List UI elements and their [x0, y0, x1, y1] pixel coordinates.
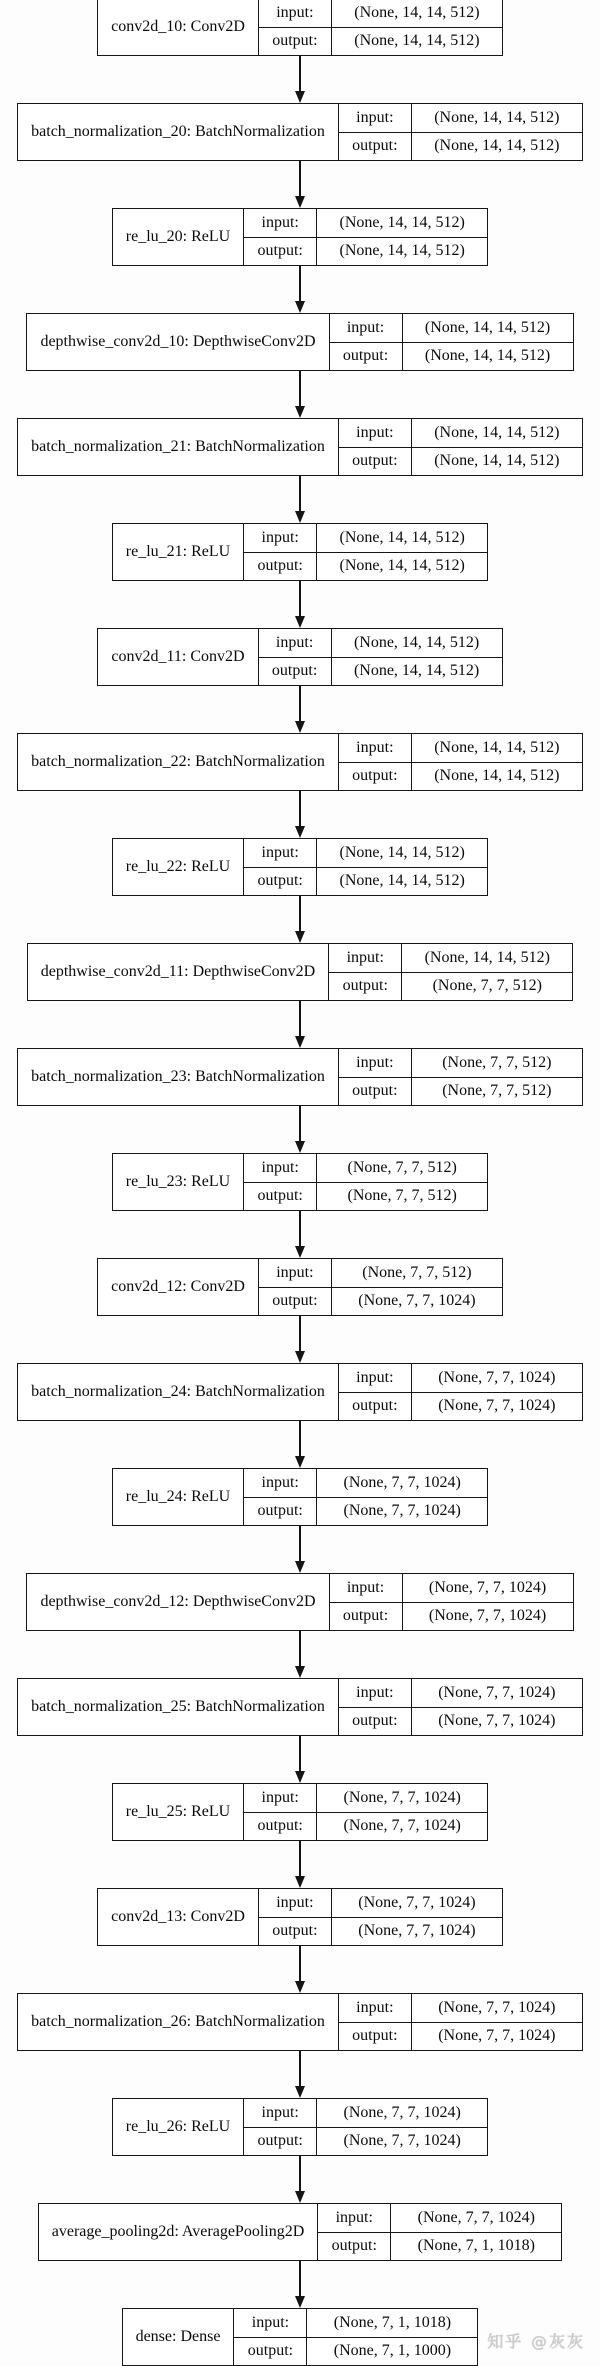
layer-name-label: re_lu_26: ReLU	[125, 2118, 231, 2135]
io-input-shape: (None, 7, 7, 1024)	[316, 2099, 487, 2127]
io-input-row	[259, 0, 502, 27]
io-output-shape: (None, 14, 14, 512)	[411, 763, 582, 791]
arrow-connector	[295, 1316, 305, 1363]
io-output-row	[244, 552, 487, 581]
io-input-key: input:	[346, 1578, 385, 1596]
io-input-row	[244, 839, 487, 867]
io-table	[258, 1259, 502, 1315]
io-table	[338, 734, 582, 790]
layer-node	[97, 1888, 503, 1946]
io-input-key: input:	[261, 213, 299, 231]
io-input-key: input:	[261, 2103, 299, 2121]
layer-name-label: depthwise_conv2d_10: DepthwiseConv2D	[40, 333, 316, 350]
layer-node	[17, 1363, 583, 1421]
arrow-stem	[299, 1526, 301, 1561]
io-table	[233, 2309, 477, 2365]
io-input-key: input:	[276, 1263, 314, 1281]
io-table	[243, 2099, 487, 2155]
io-input-key: input:	[356, 423, 394, 441]
io-output-key: output:	[272, 1292, 318, 1310]
layer-node	[17, 733, 583, 791]
io-input-key: input:	[261, 843, 299, 861]
arrow-connector	[295, 1001, 305, 1048]
io-output-row	[339, 1392, 582, 1421]
io-output-key: output:	[352, 2027, 398, 2045]
io-input-key: input:	[356, 738, 394, 756]
layer-name-label: re_lu_20: ReLU	[125, 228, 231, 245]
io-input-row	[244, 1469, 487, 1497]
io-output-key: output:	[352, 452, 398, 470]
io-output-shape: (None, 7, 7, 1024)	[411, 1393, 582, 1421]
io-input-key: input:	[276, 1893, 314, 1911]
arrow-stem	[299, 1316, 301, 1351]
arrow-connector	[295, 1526, 305, 1573]
arrow-connector	[295, 1421, 305, 1468]
arrow-head-icon	[295, 406, 305, 418]
io-input-key: input:	[275, 633, 314, 651]
io-table	[243, 839, 487, 895]
layer-name-label: batch_normalization_21: BatchNormalization	[31, 438, 325, 455]
io-table	[317, 2204, 561, 2260]
layer-name-label: average_pooling2d: AveragePooling2D	[51, 2223, 305, 2240]
io-input-key: input:	[276, 3, 314, 21]
io-output-row	[329, 972, 572, 1001]
arrow-connector	[295, 161, 305, 208]
io-output-row	[244, 1812, 487, 1841]
layer-node	[17, 103, 583, 161]
layer-name-label: conv2d_11: Conv2D	[111, 648, 245, 665]
io-input-key: input:	[356, 1683, 394, 1701]
io-output-key: output:	[352, 1712, 398, 1730]
arrow-connector	[295, 1841, 305, 1888]
io-table	[243, 524, 487, 580]
io-output-key: output:	[257, 2132, 303, 2150]
layer-node	[17, 1048, 583, 1106]
arrow-stem	[299, 1421, 301, 1456]
io-output-key: output:	[342, 1607, 389, 1625]
io-input-row	[259, 1889, 502, 1917]
layer-name-label: batch_normalization_23: BatchNormalization	[31, 1068, 325, 1085]
arrow-stem	[299, 1211, 301, 1246]
io-table	[338, 1364, 582, 1420]
io-output-shape: (None, 14, 14, 512)	[316, 238, 487, 266]
layer-name-label: depthwise_conv2d_11: DepthwiseConv2D	[40, 963, 316, 980]
io-output-shape: (None, 7, 7, 1024)	[411, 1708, 582, 1736]
io-output-key: output:	[257, 242, 303, 260]
io-output-key: output:	[272, 1922, 318, 1940]
io-input-shape: (None, 7, 7, 1024)	[411, 1364, 582, 1392]
layer-node	[38, 2203, 563, 2261]
io-output-shape: (None, 7, 7, 1024)	[316, 2128, 487, 2156]
arrow-stem	[299, 581, 301, 616]
arrow-connector	[295, 1106, 305, 1153]
io-input-shape: (None, 7, 1, 1018)	[306, 2309, 477, 2337]
io-input-shape: (None, 7, 7, 512)	[411, 1049, 582, 1077]
arrow-connector	[295, 686, 305, 733]
io-table	[243, 1469, 487, 1525]
io-input-shape: (None, 14, 14, 512)	[401, 944, 572, 972]
arrow-head-icon	[295, 1246, 305, 1258]
io-input-key: input:	[346, 318, 385, 336]
layer-node	[97, 628, 502, 686]
io-output-shape: (None, 14, 14, 512)	[331, 658, 502, 686]
io-output-row	[244, 1182, 487, 1211]
io-input-shape: (None, 7, 7, 1024)	[411, 1679, 582, 1707]
arrow-stem	[299, 791, 301, 826]
io-output-shape: (None, 14, 14, 512)	[411, 133, 582, 161]
io-input-row	[339, 104, 582, 132]
layer-name-label: batch_normalization_25: BatchNormalization	[31, 1698, 325, 1715]
io-input-key: input:	[261, 528, 299, 546]
io-output-key: output:	[352, 1397, 398, 1415]
io-output-row	[259, 27, 502, 56]
arrow-stem	[299, 1106, 301, 1141]
arrow-head-icon	[295, 511, 305, 523]
io-input-shape: (None, 7, 7, 512)	[331, 1259, 502, 1287]
io-output-row	[259, 1287, 502, 1316]
layer-node	[112, 838, 488, 896]
arrow-head-icon	[295, 616, 305, 628]
io-input-row	[244, 209, 487, 237]
arrow-stem	[299, 266, 301, 301]
arrow-connector	[295, 1631, 305, 1678]
arrow-stem	[299, 161, 301, 196]
io-output-key: output:	[257, 1187, 303, 1205]
io-table	[258, 0, 502, 55]
arrow-head-icon	[295, 1876, 305, 1888]
arrow-stem	[299, 1946, 301, 1981]
layer-node	[112, 523, 488, 581]
arrow-head-icon	[295, 301, 305, 313]
io-table	[243, 1784, 487, 1840]
layer-node	[26, 1573, 573, 1631]
arrow-head-icon	[295, 91, 305, 103]
layer-name-label: re_lu_25: ReLU	[125, 1803, 231, 1820]
io-output-shape: (None, 7, 1, 1018)	[390, 2233, 561, 2261]
io-table	[338, 1049, 582, 1105]
layer-name-label: batch_normalization_20: BatchNormalization	[31, 123, 325, 140]
io-output-key: output:	[257, 1502, 303, 1520]
io-input-shape: (None, 7, 7, 1024)	[316, 1469, 487, 1497]
layer-node	[17, 1678, 583, 1736]
io-table	[338, 419, 582, 475]
io-input-shape: (None, 14, 14, 512)	[331, 629, 502, 657]
io-output-row	[244, 237, 487, 266]
layer-node	[112, 2098, 488, 2156]
io-input-row	[329, 944, 572, 972]
arrow-stem	[299, 1736, 301, 1771]
arrow-connector	[295, 896, 305, 943]
layer-name-label: depthwise_conv2d_12: DepthwiseConv2D	[40, 1593, 316, 1610]
arrow-stem	[299, 1841, 301, 1876]
arrow-head-icon	[295, 196, 305, 208]
io-input-shape: (None, 14, 14, 512)	[316, 524, 487, 552]
io-output-key: output:	[352, 1082, 398, 1100]
io-input-shape: (None, 7, 7, 1024)	[316, 1784, 487, 1812]
io-input-row	[244, 2099, 487, 2127]
io-input-row	[330, 314, 573, 342]
io-input-shape: (None, 14, 14, 512)	[411, 419, 582, 447]
arrow-connector	[295, 1211, 305, 1258]
layer-node	[112, 1153, 488, 1211]
arrow-stem	[299, 686, 301, 721]
io-output-key: output:	[352, 137, 398, 155]
io-output-key: output:	[342, 347, 389, 365]
io-input-row	[244, 1154, 487, 1182]
arrow-head-icon	[295, 826, 305, 838]
zhihu-watermark: 知乎 @灰灰	[487, 2332, 585, 2351]
layer-node	[112, 208, 488, 266]
arrow-stem	[299, 896, 301, 931]
io-output-row	[339, 1077, 582, 1106]
arrow-head-icon	[295, 2086, 305, 2098]
io-output-shape: (None, 7, 7, 512)	[316, 1183, 487, 1211]
io-output-row	[244, 1497, 487, 1526]
io-input-key: input:	[346, 948, 384, 966]
io-output-key: output:	[257, 1817, 303, 1835]
io-output-shape: (None, 7, 1, 1000)	[306, 2338, 477, 2366]
layer-node	[112, 1783, 488, 1841]
io-output-row	[330, 1602, 573, 1631]
layer-name-label: batch_normalization_22: BatchNormalization	[31, 753, 325, 770]
arrow-connector	[295, 476, 305, 523]
layer-node	[97, 0, 503, 56]
io-table	[338, 104, 582, 160]
io-output-row	[330, 342, 573, 371]
io-input-row	[339, 1679, 582, 1707]
io-output-row	[244, 867, 487, 896]
io-input-key: input:	[356, 1998, 394, 2016]
arrow-head-icon	[295, 721, 305, 733]
io-table	[243, 209, 487, 265]
io-input-shape: (None, 7, 7, 512)	[316, 1154, 487, 1182]
io-input-key: input:	[356, 108, 394, 126]
io-input-shape: (None, 14, 14, 512)	[316, 839, 487, 867]
arrow-head-icon	[295, 1141, 305, 1153]
io-output-shape: (None, 14, 14, 512)	[316, 553, 487, 581]
io-output-shape: (None, 7, 7, 512)	[401, 973, 572, 1001]
io-output-row	[244, 2127, 487, 2156]
io-output-row	[259, 657, 502, 686]
arrow-connector	[295, 2156, 305, 2203]
arrow-stem	[299, 56, 301, 91]
io-input-row	[259, 1259, 502, 1287]
layer-name-label: batch_normalization_26: BatchNormalization	[31, 2013, 325, 2030]
io-input-key: input:	[261, 1158, 299, 1176]
io-table	[243, 1154, 487, 1210]
io-input-row	[339, 419, 582, 447]
layer-node	[112, 1468, 488, 1526]
arrow-connector	[295, 791, 305, 838]
layer-name-label: re_lu_22: ReLU	[125, 858, 231, 875]
io-output-row	[339, 447, 582, 476]
io-output-shape: (None, 7, 7, 1024)	[411, 2023, 582, 2051]
io-output-key: output:	[272, 32, 318, 50]
layer-node	[122, 2308, 479, 2366]
io-table	[258, 629, 502, 685]
io-input-row	[339, 1364, 582, 1392]
layer-name-label: conv2d_13: Conv2D	[111, 1908, 245, 1925]
io-table	[338, 1679, 582, 1735]
io-output-key: output:	[342, 977, 388, 995]
io-input-shape: (None, 7, 7, 1024)	[411, 1994, 582, 2022]
io-output-row	[339, 762, 582, 791]
io-input-shape: (None, 14, 14, 512)	[402, 314, 573, 342]
io-input-shape: (None, 7, 7, 1024)	[331, 1889, 502, 1917]
io-output-row	[234, 2337, 477, 2366]
io-output-key: output:	[247, 2342, 294, 2360]
arrow-head-icon	[295, 931, 305, 943]
arrow-head-icon	[295, 1561, 305, 1573]
io-input-key: input:	[335, 2208, 373, 2226]
arrow-stem	[299, 476, 301, 511]
arrow-stem	[299, 2261, 301, 2296]
io-input-shape: (None, 14, 14, 512)	[411, 104, 582, 132]
io-input-row	[339, 1049, 582, 1077]
layer-name-label: re_lu_24: ReLU	[125, 1488, 231, 1505]
io-output-key: output:	[257, 872, 303, 890]
io-output-row	[339, 1707, 582, 1736]
io-output-key: output:	[352, 767, 398, 785]
io-input-shape: (None, 14, 14, 512)	[331, 0, 502, 27]
io-output-key: output:	[331, 2237, 377, 2255]
io-input-row	[330, 1574, 573, 1602]
io-output-shape: (None, 7, 7, 1024)	[331, 1288, 502, 1316]
io-output-row	[318, 2232, 561, 2261]
arrow-head-icon	[295, 1036, 305, 1048]
io-input-shape: (None, 7, 7, 1024)	[390, 2204, 561, 2232]
io-input-shape: (None, 14, 14, 512)	[411, 734, 582, 762]
io-output-shape: (None, 14, 14, 512)	[402, 343, 573, 371]
io-output-shape: (None, 14, 14, 512)	[316, 868, 487, 896]
arrow-connector	[295, 56, 305, 103]
layer-node	[17, 1993, 583, 2051]
io-output-shape: (None, 14, 14, 512)	[331, 28, 502, 56]
arrow-connector	[295, 371, 305, 418]
arrow-stem	[299, 371, 301, 406]
io-table	[328, 944, 572, 1000]
io-input-row	[234, 2309, 477, 2337]
io-input-row	[318, 2204, 561, 2232]
io-output-shape: (None, 7, 7, 1024)	[402, 1603, 573, 1631]
arrow-head-icon	[295, 2296, 305, 2308]
io-input-row	[244, 524, 487, 552]
io-input-key: input:	[356, 1368, 394, 1386]
arrow-stem	[299, 1631, 301, 1666]
io-table	[329, 1574, 573, 1630]
io-input-row	[244, 1784, 487, 1812]
io-input-key: input:	[261, 1788, 299, 1806]
layer-name-label: conv2d_12: Conv2D	[111, 1278, 245, 1295]
io-output-row	[339, 2022, 582, 2051]
arrow-stem	[299, 2156, 301, 2191]
io-input-row	[339, 734, 582, 762]
io-input-key: input:	[261, 1473, 299, 1491]
arrow-head-icon	[295, 1981, 305, 1993]
arrow-head-icon	[295, 2191, 305, 2203]
io-table	[329, 314, 573, 370]
arrow-connector	[295, 581, 305, 628]
layer-name-label: re_lu_21: ReLU	[125, 543, 231, 560]
arrow-connector	[295, 2051, 305, 2098]
io-output-shape: (None, 14, 14, 512)	[411, 448, 582, 476]
arrow-stem	[299, 2051, 301, 2086]
arrow-connector	[295, 1736, 305, 1783]
io-output-shape: (None, 7, 7, 1024)	[316, 1498, 487, 1526]
arrow-connector	[295, 2261, 305, 2308]
layer-node	[17, 418, 583, 476]
io-output-shape: (None, 7, 7, 512)	[411, 1078, 582, 1106]
layer-node	[26, 313, 573, 371]
layer-name-label: batch_normalization_24: BatchNormalization	[31, 1383, 325, 1400]
io-output-shape: (None, 7, 7, 1024)	[331, 1918, 502, 1946]
io-input-row	[339, 1994, 582, 2022]
io-output-row	[339, 132, 582, 161]
io-input-key: input:	[251, 2313, 290, 2331]
arrow-head-icon	[295, 1666, 305, 1678]
layer-name-label: conv2d_10: Conv2D	[111, 18, 245, 35]
layer-node	[27, 943, 573, 1001]
io-table	[258, 1889, 502, 1945]
io-input-shape: (None, 7, 7, 1024)	[402, 1574, 573, 1602]
io-input-shape: (None, 14, 14, 512)	[316, 209, 487, 237]
arrow-connector	[295, 266, 305, 313]
io-input-key: input:	[356, 1053, 394, 1071]
layer-node	[97, 1258, 503, 1316]
arrow-stem	[299, 1001, 301, 1036]
io-output-key: output:	[257, 557, 303, 575]
layer-name-label: dense: Dense	[135, 2328, 221, 2345]
layer-name-label: re_lu_23: ReLU	[125, 1173, 231, 1190]
arrow-head-icon	[295, 1771, 305, 1783]
io-input-row	[259, 629, 502, 657]
io-output-key: output:	[271, 662, 318, 680]
arrow-connector	[295, 1946, 305, 1993]
io-output-shape: (None, 7, 7, 1024)	[316, 1813, 487, 1841]
arrow-head-icon	[295, 1456, 305, 1468]
io-output-row	[259, 1917, 502, 1946]
io-table	[338, 1994, 582, 2050]
arrow-head-icon	[295, 1351, 305, 1363]
